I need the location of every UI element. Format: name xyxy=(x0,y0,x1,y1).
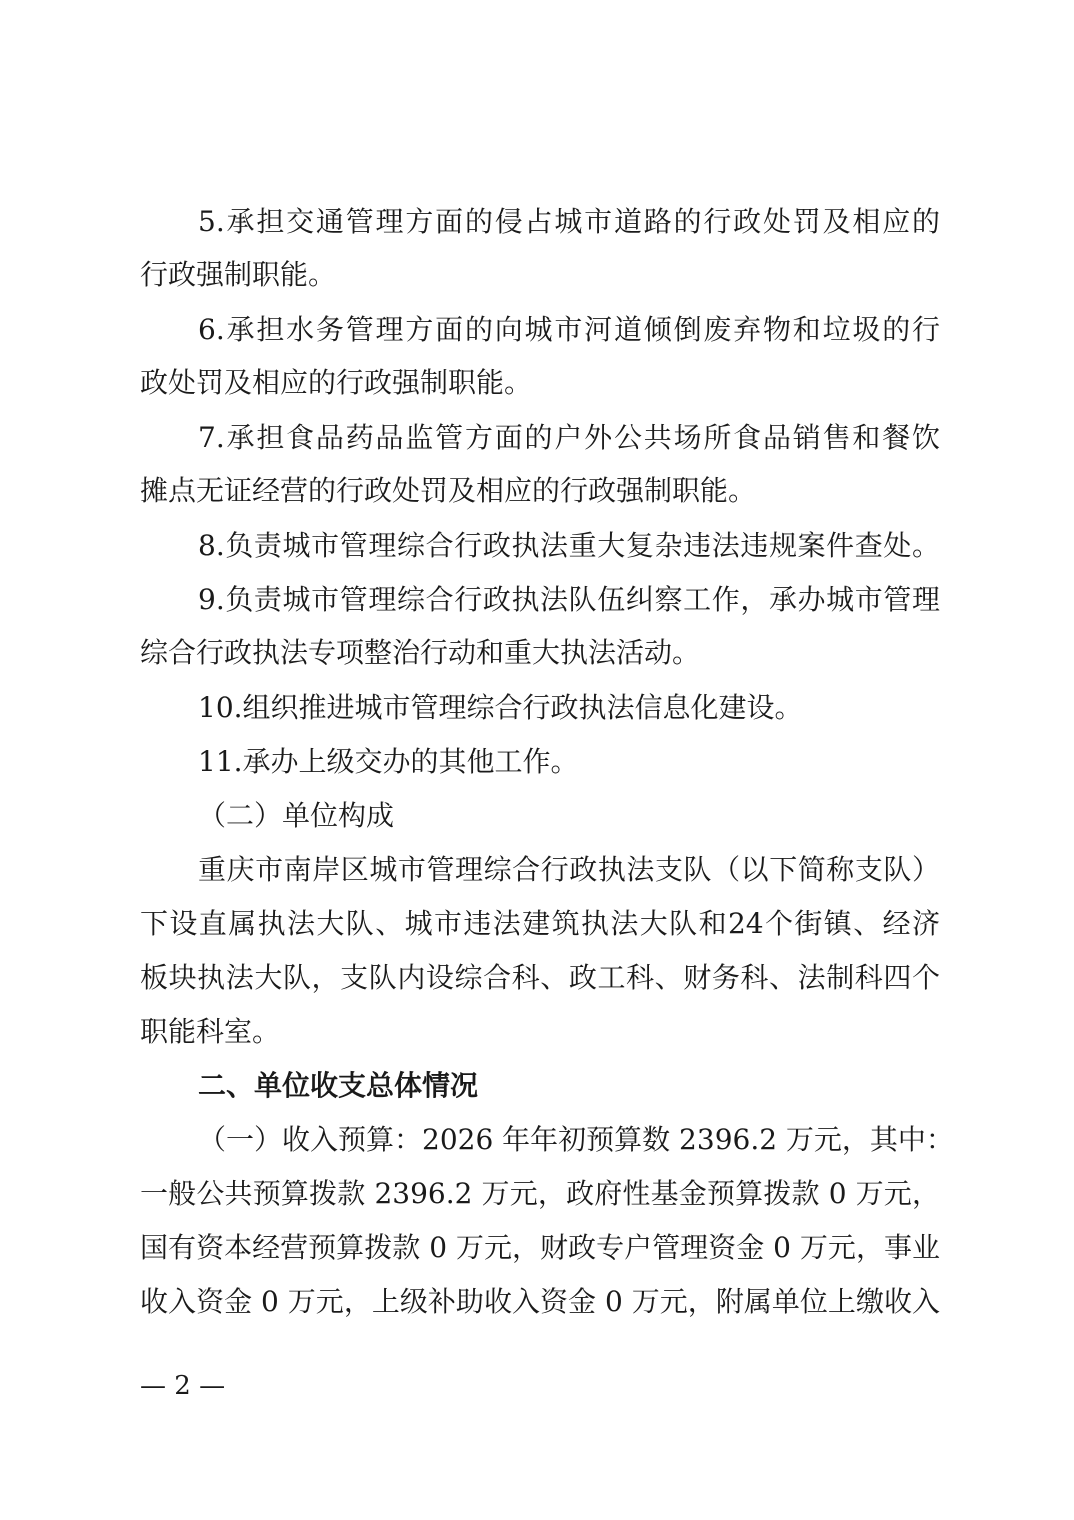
paragraph-line: 8.负责城市管理综合行政执法重大复杂违法违规案件查处。 xyxy=(198,529,940,562)
paragraph-line: 摊点无证经营的行政处罚及相应的行政强制职能。 xyxy=(140,474,757,507)
paragraph-line: 5.承担交通管理方面的侵占城市道路的行政处罚及相应的 xyxy=(198,205,940,238)
paragraph-line: 下设直属执法大队、城市违法建筑执法大队和24个街镇、经济 xyxy=(140,907,940,940)
paragraph-line: 政处罚及相应的行政强制职能。 xyxy=(140,366,533,399)
paragraph-line: 国有资本经营预算拨款 0 万元，财政专户管理资金 0 万元，事业 xyxy=(140,1231,940,1264)
paragraph-line: 板块执法大队，支队内设综合科、政工科、财务科、法制科四个 xyxy=(140,961,940,994)
paragraph-line: 行政强制职能。 xyxy=(140,258,337,291)
paragraph-line: （一）收入预算：2026 年年初预算数 2396.2 万元，其中： xyxy=(198,1123,954,1156)
section-heading: 二、单位收支总体情况 xyxy=(198,1069,479,1102)
paragraph-line: 9.负责城市管理综合行政执法队伍纠察工作，承办城市管理 xyxy=(198,583,940,616)
paragraph-line: 11.承办上级交办的其他工作。 xyxy=(198,745,579,778)
paragraph-line: 职能科室。 xyxy=(140,1015,281,1048)
paragraph-line: 收入资金 0 万元，上级补助收入资金 0 万元，附属单位上缴收入 xyxy=(140,1285,940,1318)
paragraph-line: 一般公共预算拨款 2396.2 万元，政府性基金预算拨款 0 万元， xyxy=(140,1177,940,1210)
paragraph-line: 6.承担水务管理方面的向城市河道倾倒废弃物和垃圾的行 xyxy=(198,313,940,346)
paragraph-line: 综合行政执法专项整治行动和重大执法活动。 xyxy=(140,636,701,669)
paragraph-line: 10.组织推进城市管理综合行政执法信息化建设。 xyxy=(198,691,803,724)
page-number: — 2 — xyxy=(140,1371,226,1401)
paragraph-line: 重庆市南岸区城市管理综合行政执法支队（以下简称支队） xyxy=(198,853,940,886)
paragraph-line: 7.承担食品药品监管方面的户外公共场所食品销售和餐饮 xyxy=(198,421,940,454)
section-subheading: （二）单位构成 xyxy=(198,799,395,832)
